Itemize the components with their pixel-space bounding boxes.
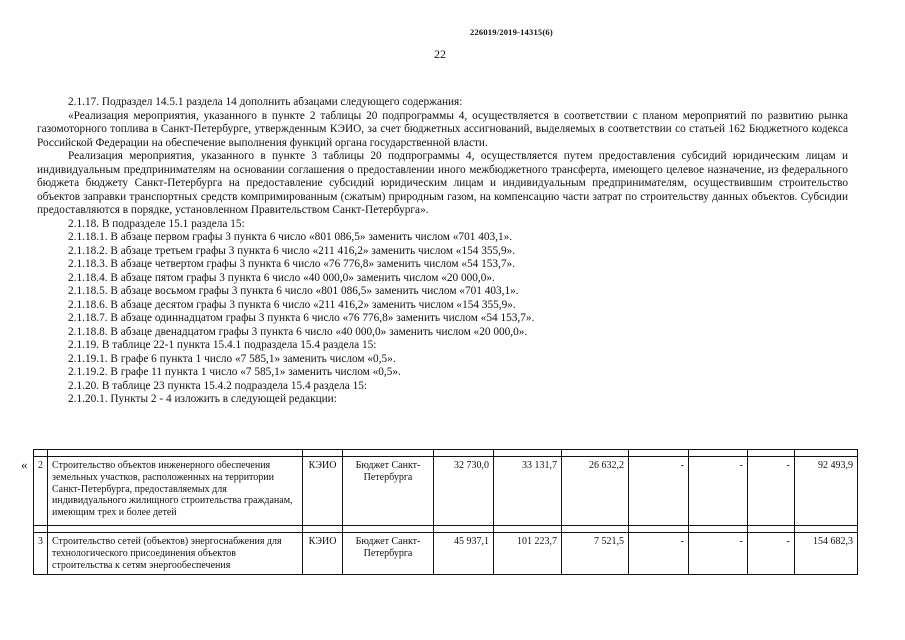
list-item: 2.1.19.1. В графе 6 пункта 1 число «7 585,1» заменить числом «0,5». [68,352,396,365]
activity-name: Строительство объектов инженерного обеспечения земельных участков, расположенных на территории Санкт-Петербурга, предоставляемых для индивидуального жилищного строительства гражданам, имеющим трех и более детей [48,457,303,526]
gap-cell [689,526,748,533]
total-cell: 92 493,9 [795,457,858,526]
gap-cell [48,450,303,457]
list-item: 2.1.18.8. В абзаце двенадцатом графы 3 пункта 6 число «40 000,0» заменить числом «20 000,0». [68,325,528,338]
gap-cell [303,526,343,533]
value-cell: 26 632,2 [562,457,629,526]
gap-cell [494,526,562,533]
activity-name: Строительство сетей (объектов) энергоснабжения для технологического присоединения объектов строительства к сетям энергообеспечения [48,533,303,575]
row-number: 3 [34,533,48,575]
list-item: 2.1.18.7. В абзаце одиннадцатом графы 3 пункта 6 число «76 776,8» заменить числом «54 153,7». [68,312,535,324]
gap-cell [494,450,562,457]
gap-cell [795,526,858,533]
gap-cell [434,450,494,457]
value-cell: - [689,533,748,575]
gap-cell [434,526,494,533]
table-row [34,457,858,526]
gap-cell [343,526,434,533]
gap-cell [562,526,629,533]
table-top-gap [34,450,858,457]
row-number: 2 [34,457,48,526]
value-cell: - [748,533,795,575]
list-item: 2.1.18.1. В абзаце первом графы 3 пункта 6 число «801 086,5» заменить числом «701 403,1». [68,231,513,243]
table-row-gap [34,526,858,533]
list-item: 2.1.20. В таблице 23 пункта 15.4.2 подраздела 15.4 раздела 15: [68,379,368,392]
list-item: 2.1.18.3. В абзаце четвертом графы 3 пункта 6 число «76 776,8» заменить числом «54 153,7». [68,258,516,270]
list-item: 2.1.19.2. В графе 11 пункта 1 число «7 585,1» заменить числом «0,5». [68,366,401,378]
list-item: 2.1.18.2. В абзаце третьем графы 3 пункта 6 число «211 416,2» заменить числом «154 355,9». [68,244,516,257]
document-number: 226019/2019-14315(6) [470,27,553,37]
gap-cell [748,526,795,533]
executor: КЭИО [303,533,343,575]
list-item: 2.1.18.4. В абзаце пятом графы 3 пункта 6 число «40 000,0» заменить числом «20 000,0». [68,271,495,284]
value-cell: - [748,457,795,526]
paragraph-quote-2: Реализация мероприятия, указанного в пункте 3 таблицы 20 подпрограммы 4, осуществляется путем предоставления субсидий юридическим лицам и индивидуальным предпринимателям на основании соглашения о предоставлении иного межбюджетного трансферта, имеющего целевое назначение, из федерального бюджета бюджету Санкт-Петербурга на предоставление субсидий юридическим лицам и индивидуальным предпринимателям, осуществившим строительство объектов заправки транспортных средств компримированным (сжатым) природным газом, на компенсацию части затрат по строительству данных объектов. Субсидии предоставляются в порядке, установленном Правительством Санкт-Петербурга». [37,150,848,216]
table-row [34,533,858,575]
page-number: 22 [434,47,446,61]
gap-cell [795,450,858,457]
value-cell: - [689,457,748,526]
funding-source: Бюджет Санкт-Петербурга [343,457,434,526]
gap-cell [48,526,303,533]
gap-cell [562,450,629,457]
gap-cell [748,450,795,457]
value-cell: - [629,533,689,575]
value-cell: 32 730,0 [434,457,494,526]
gap-cell [629,450,689,457]
value-cell: 7 521,5 [562,533,629,575]
list-item: 2.1.18. В подразделе 15.1 раздела 15: [68,217,245,230]
value-cell: 101 223,7 [494,533,562,575]
gap-cell [34,450,48,457]
list-item: 2.1.18.5. В абзаце восьмом графы 3 пункта 6 число «801 086,5» заменить числом «701 403,1». [68,285,519,297]
executor: КЭИО [303,457,343,526]
value-cell: - [629,457,689,526]
gap-cell [689,450,748,457]
activities-table [33,449,858,575]
gap-cell [303,450,343,457]
value-cell: 33 131,7 [494,457,562,526]
value-cell: 45 937,1 [434,533,494,575]
total-cell: 154 682,3 [795,533,858,575]
gap-cell [629,526,689,533]
list-item: 2.1.18.6. В абзаце десятом графы 3 пункта 6 число «211 416,2» заменить числом «154 355,9». [68,298,516,311]
list-item: 2.1.19. В таблице 22-1 пункта 15.4.1 подраздела 15.4 раздела 15: [68,339,377,351]
paragraph-quote-1: «Реализация мероприятия, указанного в пункте 2 таблицы 20 подпрограммы 4, осуществляется в соответствии с планом мероприятий по развитию рынка газомоторного топлива в Санкт-Петербурге, утвержденным КЭИО, за счет бюджетных ассигнований, выделяемых в соответствии со статьей 162 Бюджетного кодекса Российской Федерации на обеспечение выполнения функций органа государственной власти. [37,109,848,149]
table-open-quote: « [21,457,28,472]
funding-source: Бюджет Санкт-Петербурга [343,533,434,575]
gap-cell [34,526,48,533]
paragraph-2-1-17: 2.1.17. Подраздел 14.5.1 раздела 14 дополнить абзацами следующего содержания: [68,96,463,108]
gap-cell [343,450,434,457]
document-body [37,96,848,407]
list-item: 2.1.20.1. Пункты 2 - 4 изложить в следующей редакции: [68,393,337,405]
